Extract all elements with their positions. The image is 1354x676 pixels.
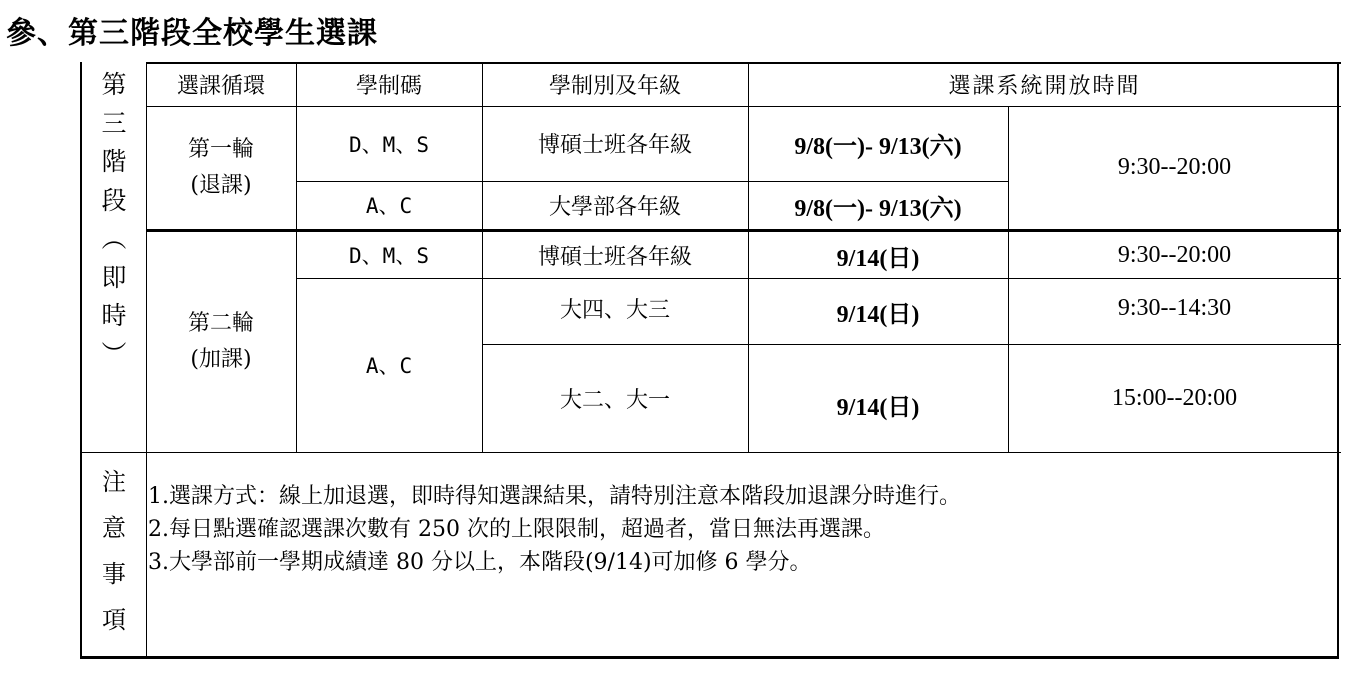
round2-label-line2: (加課) [190,347,252,372]
stage-char: 時 [101,301,127,330]
round2-sophomore-freshman-date: 9/14(日) [836,395,920,421]
header-program: 學制別及年級 [548,73,681,99]
page-title: 參、第三階段全校學生選課 [6,16,378,51]
stage-label [82,62,146,456]
round1-label [146,106,296,229]
header-code: 學制碼 [355,73,422,99]
notes-label-char: 項 [102,606,126,634]
stage-char: 三 [101,108,127,138]
round2-sophomore-freshman-time: 15:00--20:00 [1111,385,1238,411]
notes-label-char: 意 [102,514,126,542]
round2-graduate-date: 9/14(日) [836,245,920,272]
note-item: 3.大學部前一學期成績達 80 分以上，本階段(9/14)可加修 6 學分。 [148,550,812,575]
round1-graduate-code: D、M、S [349,132,429,157]
round2-label-line1: 第二輪 [187,311,254,336]
round1-label-line1: 第一輪 [187,136,254,162]
round2-graduate-time: 9:30--20:00 [1117,241,1232,268]
header-cycle: 選課循環 [176,73,265,99]
round2-senior-junior-time: 9:30--14:30 [1117,294,1232,321]
stage-char: 段 [101,185,127,215]
round1-undergrad-program: 大學部各年級 [548,194,681,220]
notes-label-divider [146,452,147,659]
stage-char: 即 [101,262,127,292]
notes-list [148,480,961,579]
round2-graduate-code: D、M、S [349,244,429,268]
stage-char: ︶ [101,339,127,369]
notes-label-char: 注 [102,468,126,496]
round2-sophomore-freshman-program: 大二、大一 [559,388,670,413]
round2-graduate-program: 博碩士班各年級 [537,244,692,270]
round1-label-line2: (退課) [190,172,252,198]
notes-divider [82,452,1341,453]
header-open-time: 選課系統開放時間 [948,73,1141,99]
note-item: 1.選課方式：線上加退選，即時得知選課結果，請特別注意本階段加退課分時進行。 [148,484,961,509]
round2-undergrad-code: A、C [365,354,413,378]
round2-senior-junior-program: 大四、大三 [559,297,670,323]
notes-label [82,453,146,665]
round1-undergrad-code: A、C [365,194,413,218]
round1-graduate-program: 博碩士班各年級 [537,133,692,158]
course-selection-table [80,62,1339,659]
stage-char: 階 [101,147,127,176]
stage-char: 第 [101,70,127,99]
round1-time: 9:30--20:00 [1117,154,1232,180]
round1-undergrad-date: 9/8(一)- 9/13(六) [794,195,962,222]
notes-label-char: 事 [102,560,126,588]
note-item: 2.每日點選確認選課次數有 250 次的上限限制，超過者，當日無法再選課。 [148,517,885,542]
round2-senior-junior-date: 9/14(日) [836,301,920,328]
round2-label [146,232,296,452]
stage-char: ︵ [101,224,127,253]
round1-graduate-date: 9/8(一)- 9/13(六) [794,134,962,160]
